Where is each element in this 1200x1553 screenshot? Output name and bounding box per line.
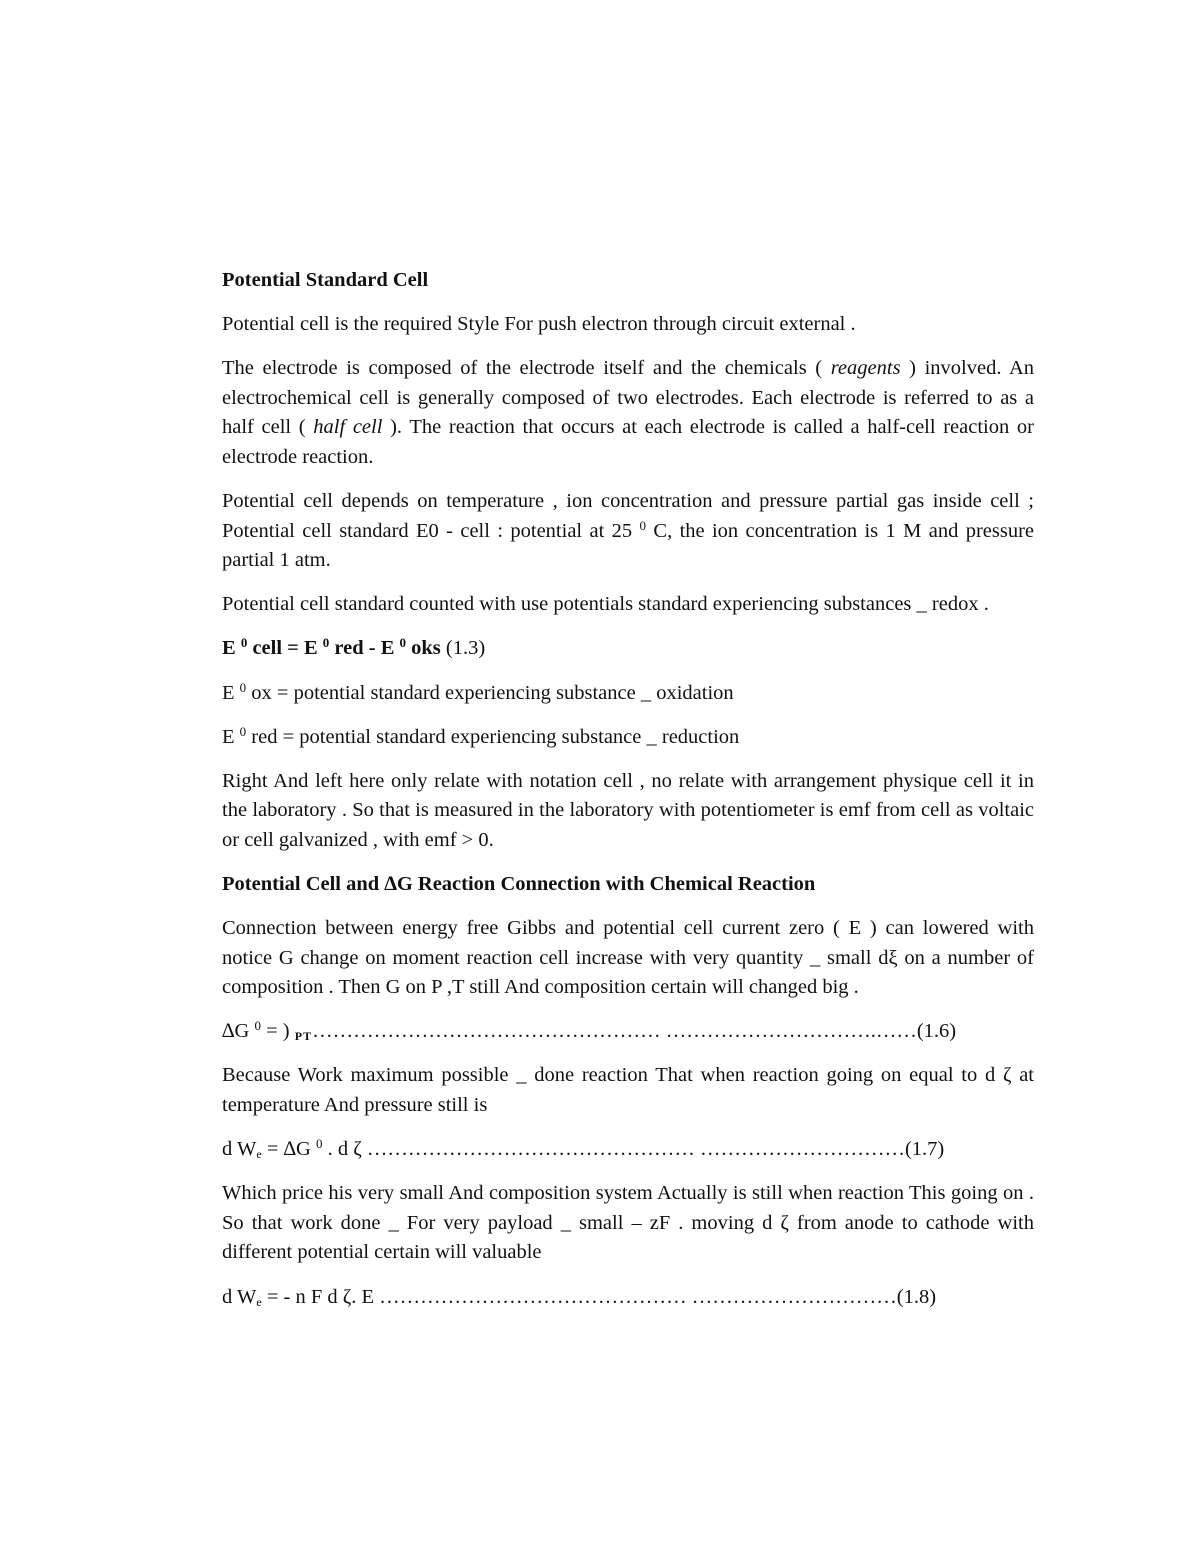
paragraph-dependence [222,487,1034,576]
subscript: e [256,1147,262,1162]
definition-e-ox [222,679,1034,709]
equation-number: (1.8) [896,1285,937,1308]
superscript: 0 [639,517,647,533]
paragraph-electrode [222,354,1034,472]
superscript: 0 [315,1136,323,1152]
text-run: The electrode is composed of the electrode itself and the chemicals ( [222,357,831,380]
dot-leader: ……………………………………… ………………………… [379,1285,897,1308]
eq-part: = ∆G [261,1138,316,1161]
superscript: 0 [254,1018,261,1034]
dot-leader: ………………………………………… ………………………… [366,1138,905,1161]
superscript: 0 [399,635,406,651]
paragraph-price: Which price his very small And composition system Actually is still when reaction This going on . So that work done _ For very payload _ small – zF . moving d ζ from anode to cathode with different potential certain will valuable [222,1182,1034,1264]
eq-part: = ) [260,1020,295,1043]
superscript: 0 [240,635,248,651]
superscript: 0 [239,723,247,739]
subscript-pt: PT [294,1029,313,1044]
text-run: ). The reaction that occurs at each electrode is called a half-cell reaction or electrode reaction. [222,416,1034,468]
section-heading-delta-g: Potential Cell and ∆G Reaction Connection with Chemical Reaction [222,873,816,895]
paragraph-notation: Right And left here only relate with notation cell , no relate with arrangement physique cell it in the laboratory . So that is measured in the laboratory with potentiometer is emf from cell as voltaic or cell galvanized , with emf > 0. [222,769,1034,851]
italic-term-half-cell: half cell [313,416,383,439]
section-heading-potential-standard-cell: Potential Standard Cell [222,269,429,291]
eq-part: E [222,637,241,660]
equation-1-7 [222,1135,1034,1165]
text-run: ) involved. An electrochemical cell is generally composed of two electrodes. Each electrode is referred to as a half cell ( [222,357,1034,439]
eq-part: E [222,681,240,704]
text-run: Potential cell depends on temperature , ion concentration and pressure partial gas inside cell ; Potential cell standard E0 - cell : potential at 25 [222,490,1034,542]
eq-part: red = potential standard experiencing substance _ reduction [246,725,740,748]
eq-part: d W [222,1285,257,1308]
paragraph-counted: Potential cell standard counted with use potentials standard experiencing substances _ redox . [222,593,989,616]
paragraph-gibbs: Connection between energy free Gibbs and potential cell current zero ( E ) can lowered with notice G change on moment reaction cell increase with very quantity _ small dξ on a number of composition . Then G on P ,T still And composition certain will changed big . [222,917,1034,999]
superscript: 0 [239,679,247,695]
paragraph-definition: Potential cell is the required Style For push electron through circuit external . [222,313,856,336]
eq-part: d W [222,1138,257,1161]
text-run: C, the ion concentration is 1 M and pressure partial 1 atm. [222,519,1035,572]
equation-number: (1.3) [440,637,486,660]
equation-number: (1.7) [904,1138,945,1161]
eq-part: oks [406,637,441,660]
eq-part: ∆G [222,1020,255,1043]
italic-term-reagents: reagents [830,357,901,380]
subscript: e [256,1294,262,1309]
equation-number: (1.6) [916,1020,957,1043]
eq-part: cell = E [247,637,323,660]
equation-1-6 [222,1017,1034,1047]
eq-part: E [222,725,240,748]
equation-1-3 [222,634,1034,664]
dot-leader: …………………………………………… ………………………….…… [312,1020,917,1043]
definition-e-red [222,723,1034,753]
eq-part: = - n F d ζ. E [261,1285,380,1308]
document-body [222,266,1034,1327]
superscript: 0 [322,635,330,651]
eq-part: . d ζ [322,1138,367,1161]
eq-part: ox = potential standard experiencing substance _ oxidation [246,681,734,704]
paragraph-work-maximum: Because Work maximum possible _ done reaction That when reaction going on equal to d ζ at temperature And pressure still is [222,1064,1034,1117]
equation-1-8 [222,1283,1034,1313]
eq-part: red - E [329,637,400,660]
